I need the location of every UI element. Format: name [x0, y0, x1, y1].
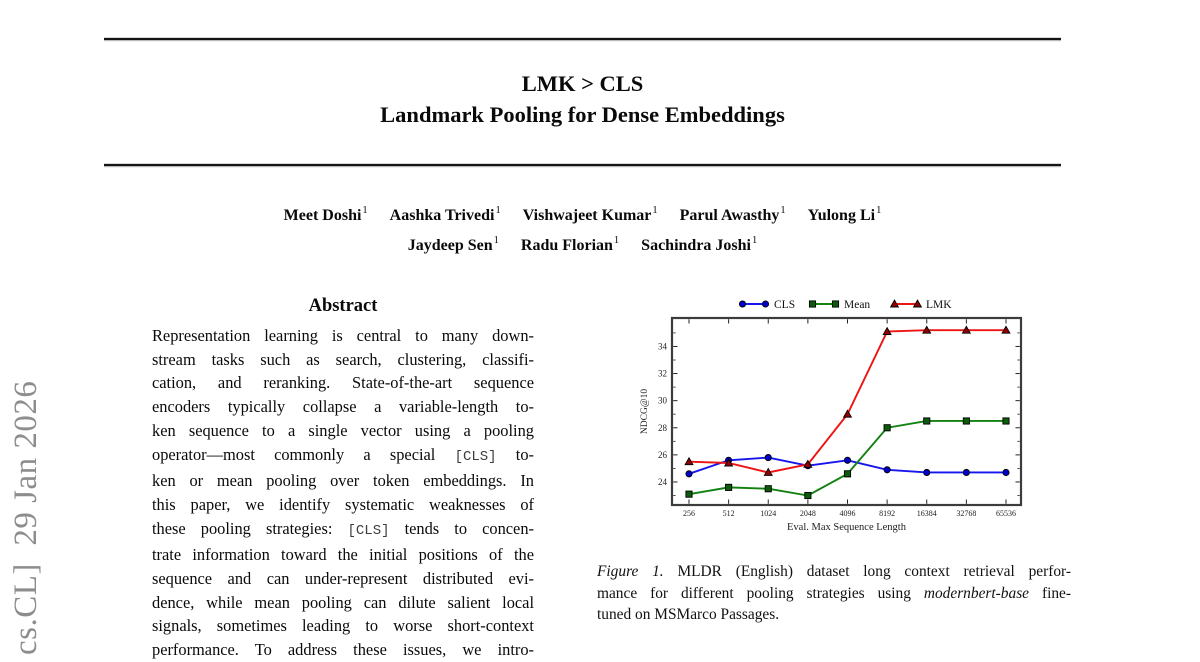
author: [521, 228, 619, 258]
figure1-caption: [597, 561, 1071, 626]
author-name: Yulong Li: [807, 207, 876, 224]
cls-token-code: [CLS]: [347, 522, 390, 539]
abstract-line: encoders typically collapse a variable-length to-: [152, 397, 534, 417]
svg-text:16384: 16384: [916, 509, 937, 518]
abstract-line: stream tasks such as search, clustering, classifi-: [152, 349, 534, 369]
author-affiliation-sup: 1: [495, 205, 501, 216]
author-name: Sachindra Joshi: [641, 237, 751, 254]
author: [390, 198, 501, 228]
author-name: Aashka Trivedi: [389, 207, 495, 224]
svg-text:4096: 4096: [839, 509, 856, 518]
abstract-text: these pooling strategies:: [152, 518, 348, 538]
author-name: Vishwajeet Kumar: [522, 207, 652, 224]
paper-title-line2: Landmark Pooling for Dense Embeddings: [380, 102, 785, 127]
svg-text:32: 32: [658, 368, 667, 379]
abstract-line: this paper, we identify systematic weaknesses of: [152, 494, 534, 514]
svg-text:LMK: LMK: [926, 299, 952, 311]
svg-text:26: 26: [658, 449, 667, 460]
abstract-line: signals, sometimes leading to worse short-context: [152, 616, 534, 636]
title-block: [104, 68, 1061, 130]
abstract-line: [152, 443, 534, 470]
abstract-line: ken sequence to a single vector using a pooling: [152, 420, 534, 440]
author-affiliation-sup: 1: [362, 205, 368, 216]
abstract-text: tends to concen-: [389, 518, 534, 538]
author-name: Jaydeep Sen: [407, 237, 493, 254]
author-affiliation-sup: 1: [780, 205, 786, 216]
author: [284, 198, 368, 228]
caption-text: fine-: [1029, 584, 1071, 602]
svg-text:256: 256: [683, 509, 695, 518]
author-affiliation-sup: 1: [493, 235, 499, 246]
author-block: [104, 198, 1061, 258]
authors-line-1: [104, 198, 1061, 228]
svg-text:8192: 8192: [879, 509, 896, 518]
abstract-text: to-: [496, 444, 535, 464]
svg-text:CLS: CLS: [774, 299, 796, 311]
abstract-line: Representation learning is central to many down-: [152, 326, 534, 345]
caption-text: tuned on MSMarco Passages.: [597, 606, 780, 623]
author-affiliation-sup: 1: [876, 205, 882, 216]
arxiv-watermark: cs.CL] 29 Jan 2026: [8, 380, 44, 655]
author-affiliation-sup: 1: [652, 205, 658, 216]
svg-text:32768: 32768: [956, 509, 977, 518]
abstract-heading: Abstract: [308, 296, 378, 316]
abstract-section: [152, 296, 534, 662]
author: [641, 228, 757, 258]
caption-line: [597, 583, 1071, 605]
svg-text:2048: 2048: [799, 509, 816, 518]
caption-text: MLDR (English) dataset long context retrieval perfor-: [663, 563, 1071, 580]
author-name: Meet Doshi: [283, 207, 362, 224]
author-name: Parul Awasthy: [679, 207, 780, 224]
abstract-line: dence, while mean pooling can dilute salient local: [152, 592, 534, 612]
author: [808, 198, 882, 228]
author-affiliation-sup: 1: [613, 235, 620, 246]
svg-text:NDCG@10: NDCG@10: [640, 388, 650, 435]
abstract-line: cation, and reranking. State-of-the-art sequence: [152, 373, 534, 393]
top-rule: [104, 38, 1061, 40]
caption-line: [597, 561, 1071, 583]
author: [523, 198, 658, 228]
cls-token-code: [CLS]: [454, 448, 497, 465]
abstract-line: [152, 517, 534, 544]
svg-text:1024: 1024: [760, 509, 777, 518]
author-name: Radu Florian: [520, 237, 613, 254]
svg-text:30: 30: [658, 395, 667, 406]
authors-line-2: [104, 228, 1061, 258]
abstract-line: sequence and can under-represent distributed evi-: [152, 569, 534, 589]
paper-title-line1: LMK > CLS: [521, 71, 644, 96]
author: [680, 198, 786, 228]
svg-text:65536: 65536: [996, 509, 1016, 518]
abstract-line: trate information toward the initial positions of the: [152, 545, 534, 565]
author-affiliation-sup: 1: [751, 235, 758, 246]
figure-label: Figure 1.: [597, 563, 664, 580]
caption-line: [597, 604, 1071, 626]
abstract-text: operator—most commonly a special: [152, 444, 455, 464]
abstract-line: performance. To address these issues, we intro-: [152, 640, 534, 660]
model-name-italic: modernbert-base: [923, 584, 1030, 602]
abstract-line: ken or mean pooling over token embeddings. In: [152, 471, 534, 491]
svg-text:Mean: Mean: [844, 299, 871, 311]
svg-text:34: 34: [658, 341, 667, 352]
svg-text:512: 512: [722, 509, 735, 518]
svg-text:24: 24: [658, 476, 667, 487]
author: [408, 228, 499, 258]
figure1-line-chart: [635, 288, 1105, 550]
svg-text:Eval. Max Sequence Length: Eval. Max Sequence Length: [787, 522, 906, 533]
caption-text: mance for different pooling strategies using: [597, 584, 924, 602]
svg-text:28: 28: [658, 422, 667, 433]
mid-rule: [104, 164, 1061, 166]
